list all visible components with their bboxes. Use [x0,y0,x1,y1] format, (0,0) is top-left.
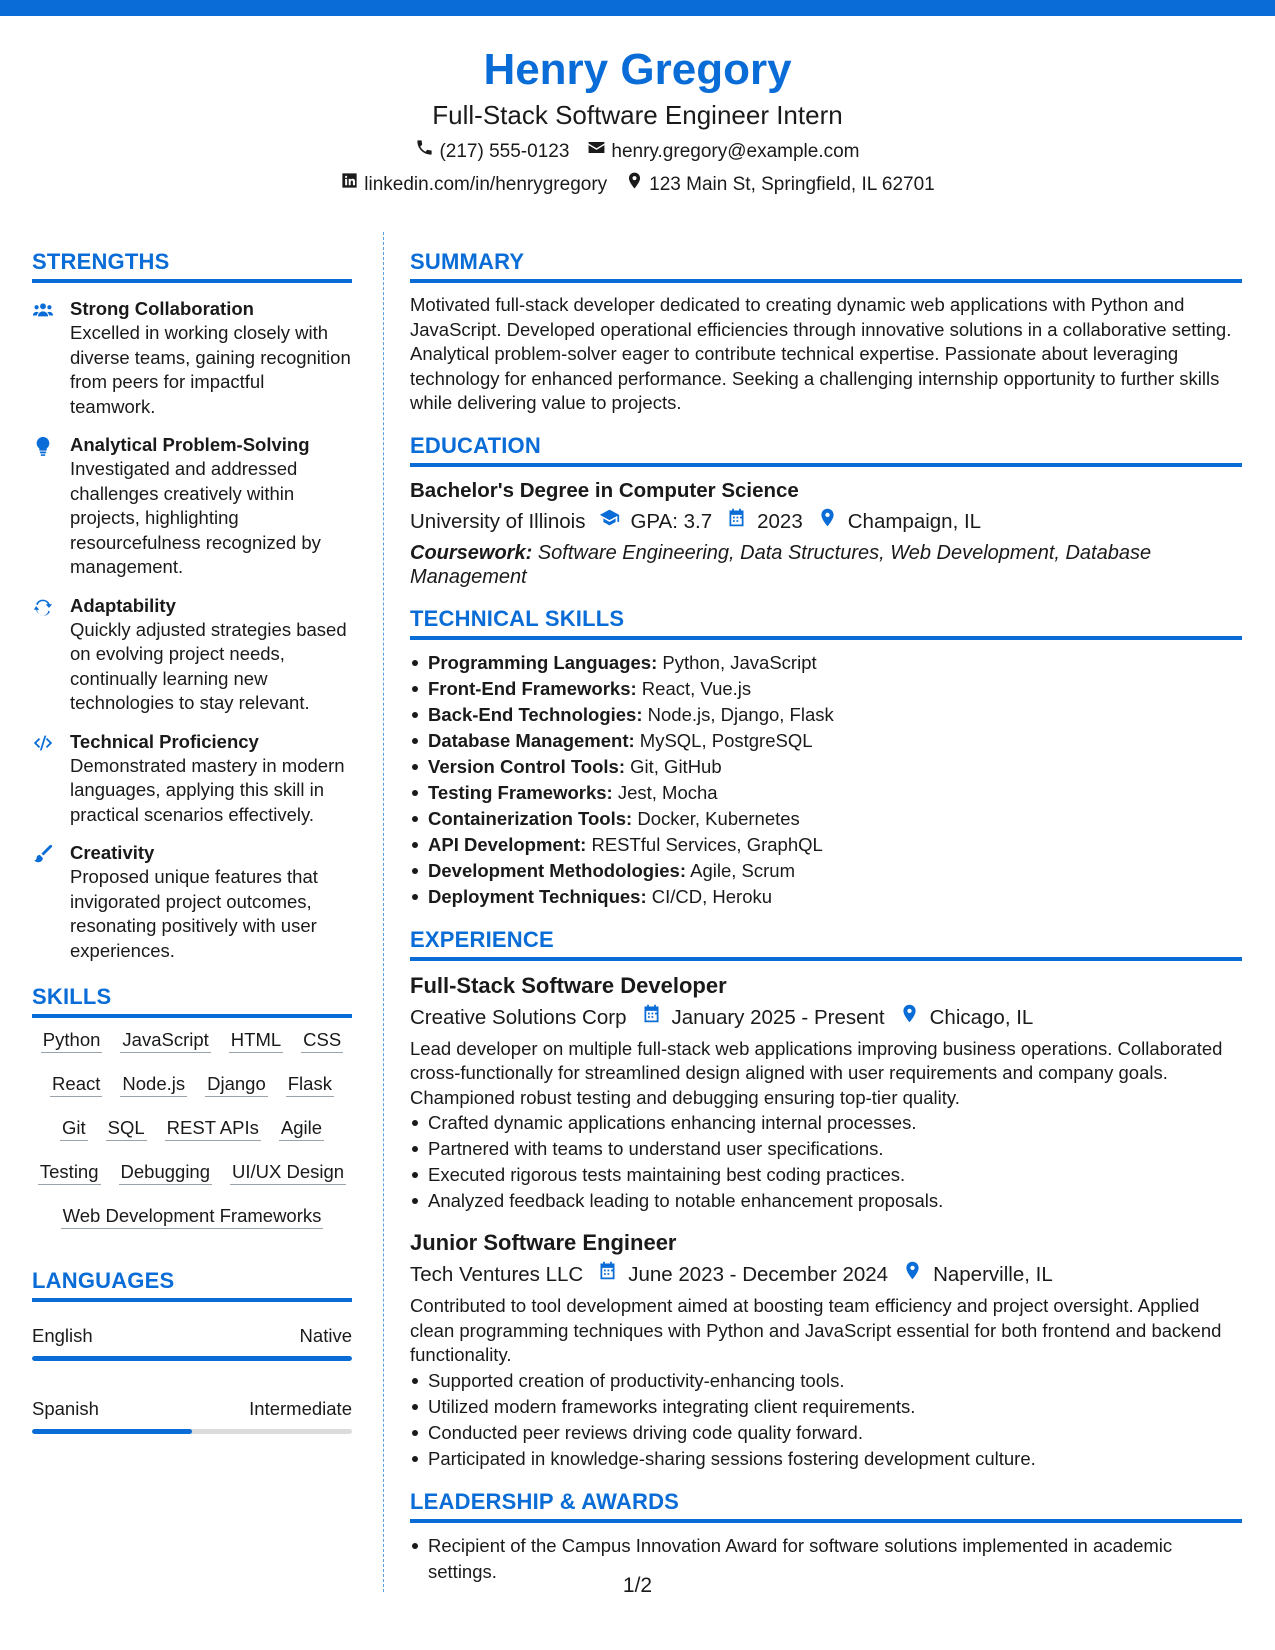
phone-icon [415,138,434,165]
skill-tag: Python [41,1028,103,1053]
calendar-icon [597,1260,618,1290]
contact-row-2 [0,171,1275,198]
job-summary: Lead developer on multiple full-stack web applications improving business operations. Collaborated cross-functionally for streamlined design aligned with user requirements and company goals. Championed robust testing and debugging ensuring top-tier quality. [410,1037,1223,1108]
list-item: Development Methodologies: Agile, Scrum [410,858,1242,884]
strength-description: Excelled in working closely with diverse teams, gaining recognition from peers for impactful teamwork. [70,322,351,417]
strength-title: Strong Collaboration [70,298,254,319]
calendar-icon [641,1003,662,1033]
map-pin-icon [902,1260,923,1290]
map-pin-icon [817,507,838,537]
email-contact[interactable] [587,138,859,165]
graduation-cap-icon [599,507,620,537]
job-meta [410,1003,1242,1033]
strength-title: Analytical Problem-Solving [70,434,310,455]
technical-skills-list [410,650,1242,910]
summary-section [410,248,1242,416]
users-icon [32,308,54,325]
list-item: Containerization Tools: Docker, Kubernetes [410,806,1242,832]
company-name: Creative Solutions Corp [410,1005,627,1029]
job-location: Naperville, IL [933,1263,1053,1286]
strength-item [32,297,352,419]
strength-item [32,730,352,828]
skill-tag: JavaScript [120,1028,210,1053]
education-meta [410,507,1242,537]
email-text[interactable]: henry.gregory@example.com [611,140,860,162]
list-item: Analyzed feedback leading to notable enhancement proposals. [410,1188,1242,1214]
phone-contact [415,138,569,165]
job-dates: January 2025 - Present [671,1005,885,1029]
left-column [32,248,352,1462]
coursework-list: Software Engineering, Data Structures, Web Development, Database Management [410,541,1152,588]
list-item: Back-End Technologies: Node.js, Django, Flask [410,702,1242,728]
strength-item [32,594,352,716]
language-level: Native [299,1325,352,1346]
skill-tag: CSS [301,1028,343,1053]
strength-title: Technical Proficiency [70,730,259,752]
map-pin-icon [625,171,644,198]
linkedin-icon [340,171,359,198]
sync-icon [32,605,54,622]
education-heading: EDUCATION [410,432,1242,467]
experience-heading: EXPERIENCE [410,926,1242,961]
strengths-heading: STRENGTHS [32,248,352,283]
skill-tag: REST APIs [165,1116,261,1141]
job-location: Chicago, IL [929,1005,1034,1029]
list-item: Programming Languages: Python, JavaScript [410,650,1242,676]
strength-title: Creativity [70,842,155,863]
school-location: Champaign, IL [847,509,982,533]
skill-tag: SQL [106,1116,147,1141]
skill-tag: Git [60,1116,88,1141]
contact-row-1 [0,138,1275,165]
strength-title: Adaptability [70,594,176,616]
technical-skills-heading: TECHNICAL SKILLS [410,605,1242,640]
coursework [410,541,1242,589]
envelope-icon [587,138,606,165]
page-number: 1/2 [622,1574,653,1597]
resume-header [0,42,1275,198]
list-item: Conducted peer reviews driving code quality forward. [410,1420,1242,1446]
skill-tag: Testing [38,1160,101,1185]
gpa-text: GPA: 3.7 [630,509,713,533]
skill-tag: Django [205,1072,268,1097]
strength-description: Investigated and addressed challenges creatively within projects, highlighting resourcefulness recognized by management. [70,458,321,577]
list-item: Participated in knowledge-sharing sessions fostering development culture. [410,1446,1242,1472]
coursework-label: Coursework: [410,541,533,564]
strength-item [32,841,352,963]
skill-tag: React [50,1072,102,1097]
languages-heading: LANGUAGES [32,1267,352,1302]
list-item: Deployment Techniques: CI/CD, Heroku [410,884,1242,910]
strength-description: Proposed unique features that invigorated project outcomes, resonating positively with user experiences. [70,866,318,961]
strength-description: Quickly adjusted strategies based on evolving project needs, continually learning new technologies to stay relevant. [70,618,347,713]
address-text: 123 Main St, Springfield, IL 62701 [649,173,935,195]
language-proficiency-bar [32,1429,352,1434]
job-meta [410,1260,1242,1290]
lightbulb-icon [32,444,54,461]
strength-item [32,433,352,580]
job-bullets [410,1368,1242,1472]
skill-tag: Web Development Frameworks [61,1204,324,1229]
phone-text: (217) 555-0123 [439,140,570,162]
strength-description: Demonstrated mastery in modern languages, applying this skill in practical scenarios effectively. [70,754,345,825]
job-title: Junior Software Engineer [410,1230,677,1255]
skill-tag: Debugging [119,1160,213,1185]
language-item [32,1397,352,1434]
job-dates: June 2023 - December 2024 [628,1263,889,1286]
summary-text: Motivated full-stack developer dedicated to creating dynamic web applications with Python and JavaScript. Developed operational efficiencies through innovative solutions in a collaborative setting. Analytical problem-solver eager to contribute technical expertise. Passionate about leveraging technology for enhanced performance. Seeking a challenging internship opportunity to further skills while delivering value to projects. [410,294,1232,413]
linkedin-text[interactable]: linkedin.com/in/henrygregory [364,173,608,195]
list-item: Testing Frameworks: Jest, Mocha [410,780,1242,806]
calendar-icon [726,507,747,537]
list-item: Recipient of the Campus Innovation Award for software solutions implemented in academic settings. [410,1533,1242,1585]
leadership-heading: LEADERSHIP & AWARDS [410,1488,1242,1523]
list-item: Database Management: MySQL, PostgreSQL [410,728,1242,754]
skills-heading: SKILLS [32,983,352,1018]
list-item: Front-End Frameworks: React, Vue.js [410,676,1242,702]
address-contact [625,171,935,198]
paintbrush-icon [32,852,54,869]
technical-skills-section [410,605,1242,910]
degree-title: Bachelor's Degree in Computer Science [410,478,799,502]
school-name: University of Illinois [410,509,586,533]
map-pin-icon [899,1003,920,1033]
list-item: Version Control Tools: Git, GitHub [410,754,1242,780]
job-entry [410,1228,1242,1472]
candidate-name: Henry Gregory [483,45,792,94]
graduation-year: 2023 [757,509,803,533]
list-item: Partnered with teams to understand user specifications. [410,1136,1242,1162]
education-section [410,432,1242,589]
skills-list [32,1028,352,1229]
job-entry [410,971,1242,1215]
language-proficiency-bar [32,1356,352,1361]
skill-tag: UI/UX Design [230,1160,346,1185]
language-level: Intermediate [249,1398,352,1419]
list-item: Crafted dynamic applications enhancing internal processes. [410,1110,1242,1136]
column-divider [383,232,384,1592]
skill-tag: HTML [229,1028,283,1053]
list-item: Supported creation of productivity-enhancing tools. [410,1368,1242,1394]
top-accent-bar [0,0,1275,16]
job-bullets [410,1110,1242,1214]
experience-section [410,926,1242,1472]
language-name: Spanish [32,1398,99,1419]
job-title: Full-Stack Software Developer [410,972,727,998]
list-item: Utilized modern frameworks integrating client requirements. [410,1394,1242,1420]
linkedin-contact[interactable] [340,171,607,198]
code-icon [32,741,54,758]
language-proficiency-fill [32,1429,192,1434]
job-summary: Contributed to tool development aimed at boosting team efficiency and project oversight. Applied clean programming techniques with Python and JavaScript essential for both frontend and backend functionality. [410,1295,1222,1365]
skill-tag: Node.js [120,1072,187,1097]
company-name: Tech Ventures LLC [410,1263,584,1286]
right-column [410,248,1242,1601]
list-item: API Development: RESTful Services, GraphQL [410,832,1242,858]
summary-heading: SUMMARY [410,248,1242,283]
language-name: English [32,1325,93,1346]
language-item [32,1324,352,1361]
skill-tag: Agile [279,1116,324,1141]
skill-tag: Flask [286,1072,334,1097]
list-item: Executed rigorous tests maintaining best coding practices. [410,1162,1242,1188]
leadership-section [410,1488,1242,1585]
candidate-title: Full-Stack Software Engineer Intern [432,100,843,130]
language-proficiency-fill [32,1356,352,1361]
